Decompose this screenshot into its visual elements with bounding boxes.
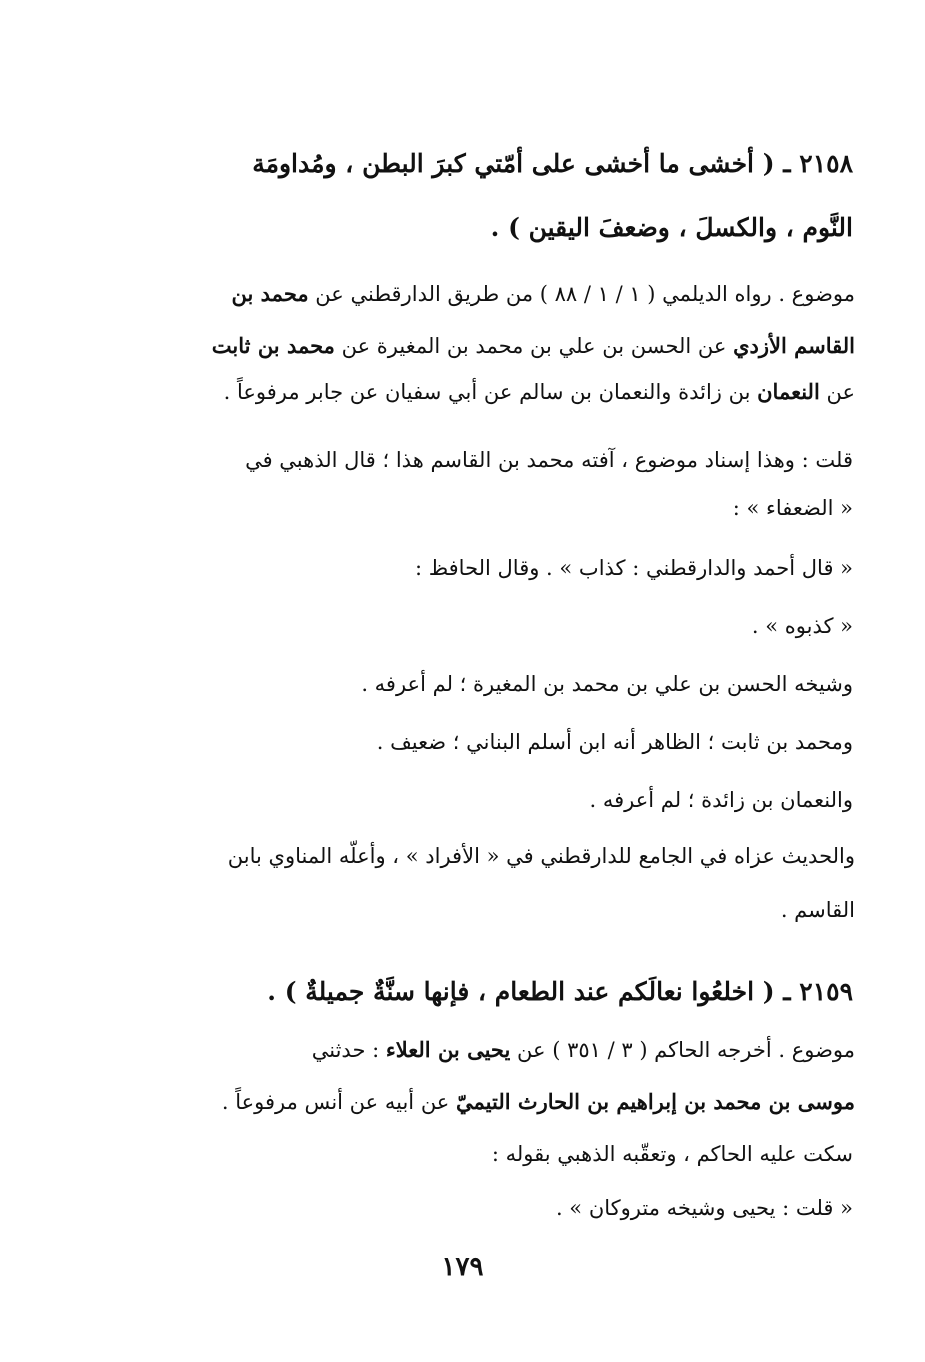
narrator-name: موسى بن محمد بن إبراهيم بن الحارث التيميّ (456, 1089, 855, 1114)
hadith-2158-takhrij-line2 (105, 326, 855, 366)
hadith-2159-takhrij-line1 (105, 1030, 855, 1070)
text-run: : حدثني (311, 1038, 386, 1062)
text-run: بن زائدة والنعمان بن سالم عن أبي سفيان عن جابر مرفوعاً . (223, 380, 758, 404)
hadith-2158-heading-line2: النَّوم ، والكسلَ ، وضعفَ اليقين ) . (490, 213, 853, 242)
text-run: عن (819, 380, 855, 404)
narrator-note-1: وشيخه الحسن بن علي بن محمد بن المغيرة ؛ لم أعرفه . (361, 672, 853, 696)
text-run: عن أبيه عن أنس مرفوعاً . (221, 1090, 457, 1114)
hadith-2159-takhrij-line2 (105, 1082, 855, 1122)
hadith-2158-comment-line2: « الضعفاء » : (732, 496, 853, 520)
narrator-name: محمد بن (231, 281, 309, 306)
hadith-2158-heading-line1: ٢١٥٨ ـ ( أخشى ما أخشى على أمّتي كبرَ البطن ، ومُداومَة (252, 149, 853, 178)
text-run: موضوع . أخرجه الحاكم ( ٣ / ٣٥١ ) عن (510, 1038, 855, 1062)
hadith-2158-comment-line1: قلت : وهذا إسناد موضوع ، آفته محمد بن القاسم هذا ؛ قال الذهبي في (245, 448, 853, 472)
hadith-2158-takhrij-line3 (105, 372, 855, 412)
hadith-2158-attribution-line2: القاسم . (780, 898, 855, 922)
hadith-2159-quote: « قلت : يحيى وشيخه متروكان » . (555, 1196, 853, 1220)
narrator-name: محمد بن ثابت (211, 333, 335, 358)
hadith-2158-takhrij-line1 (105, 274, 855, 314)
hadith-2159-comment: سكت عليه الحاكم ، وتعقّبه الذهبي بقوله : (491, 1142, 853, 1166)
hadith-2159-heading: ٢١٥٩ ـ ( اخلعُوا نعالَكم عند الطعام ، فإنها سنَّةٌ جميلةٌ ) . (267, 977, 853, 1006)
text-run: عن الحسن بن علي بن محمد بن المغيرة عن (334, 334, 734, 358)
hadith-2158-attribution-line1: والحديث عزاه في الجامع للدارقطني في « الأفراد » ، وأعلّه المناوي بابن (227, 844, 855, 868)
narrator-note-3: والنعمان بن زائدة ؛ لم أعرفه . (589, 788, 853, 812)
narrator-name: النعمان (757, 379, 820, 404)
dhahabi-quote-line1: « قال أحمد والدارقطني : كذاب » . وقال الحافظ : (414, 556, 853, 580)
narrator-name: القاسم الأزدي (733, 333, 855, 358)
dhahabi-quote-line2: « كذبوه » . (751, 614, 853, 638)
narrator-name: يحيى بن العلاء (385, 1037, 511, 1062)
page-number: ١٧٩ (441, 1252, 484, 1282)
text-run: موضوع . رواه الديلمي ( ١ / ١ / ٨٨ ) من طريق الدارقطني عن (308, 282, 855, 306)
narrator-note-2: ومحمد بن ثابت ؛ الظاهر أنه ابن أسلم البناني ؛ ضعيف . (376, 730, 853, 754)
